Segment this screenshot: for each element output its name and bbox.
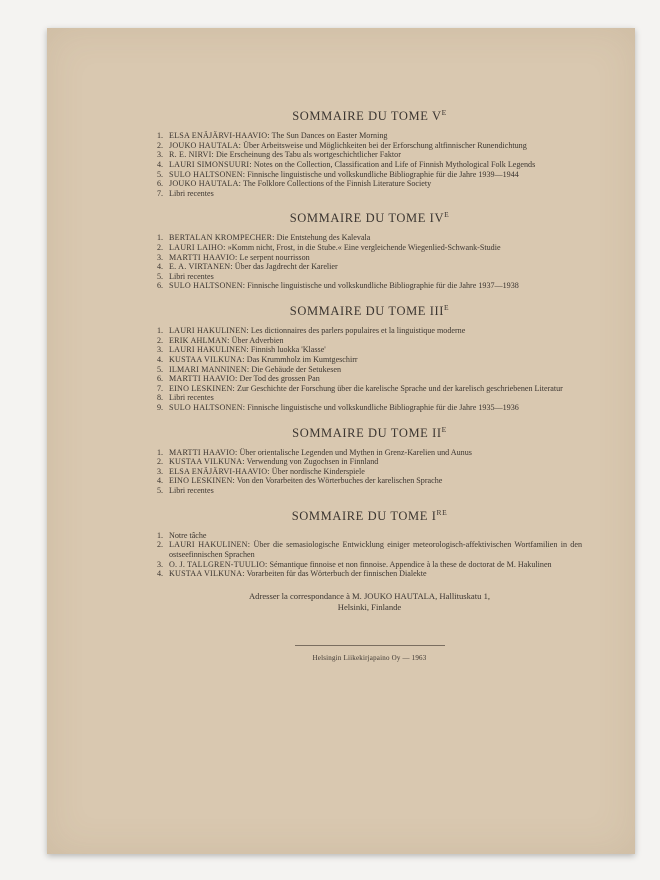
section-title: SOMMAIRE DU TOME $II^E$ — [292, 424, 447, 440]
list-item: 1. ELSA ENÄJÄRVI-HAAVIO: The Sun Dances on Easter Morning — [157, 131, 388, 141]
section-title: SOMMAIRE DU TOME $III^E$ — [289, 303, 450, 319]
list-item: 3. O. J. TALLGREN-TUULIO: Sémantique finnoise et non finnoise. Appendice à la these de doctorat de M. Hakulinen — [157, 559, 552, 569]
list-item: 2. ERIK AHLMAN: Über Adverbien — [157, 335, 284, 345]
section-tome-i — [157, 508, 582, 579]
list-item: 4. LAURI SIMONSUURI: Notes on the Collection, Classification and Life of Finnish Mythological Folk Legends — [157, 159, 536, 169]
section-tome-ii — [157, 425, 582, 496]
list-item: 4. KUSTAA VILKUNA: Das Krummholz im Kumtgeschirr — [157, 354, 358, 364]
correspondence-address — [157, 591, 582, 613]
list-item: 3. R. E. NIRVI: Die Erscheinung des Tabu als wortgeschichtlicher Faktor — [157, 150, 401, 160]
list-item: 7. Libri recentes — [157, 188, 214, 198]
address-line: Helsinki, Finlande — [337, 601, 402, 612]
list-item: 1. Notre tâche — [157, 530, 207, 540]
list-item: 4. E. A. VIRTANEN: Über das Jagdrecht der Karelier — [157, 262, 338, 272]
list-item: 3. MARTTI HAAVIO: Le serpent nourrisson — [157, 252, 310, 262]
printer-imprint: Helsingin Liikekirjapaino Oy — 1963 — [312, 653, 427, 662]
section-title: SOMMAIRE DU TOME $V^E$ — [292, 108, 447, 124]
list-item: 1. LAURI HAKULINEN: Les dictionnaires des parlers populaires et la linguistique moderne — [157, 326, 466, 336]
list-item: 5. Libri recentes — [157, 486, 214, 496]
section-tome-iii — [157, 303, 582, 413]
section-tome-v — [157, 108, 582, 198]
list-item: 5. SULO HALTSONEN: Finnische linguistische und volkskundliche Bibliographie für die Jahre 1939—1944 — [157, 169, 519, 179]
divider — [295, 645, 445, 646]
list-item: 4. KUSTAA VILKUNA: Vorarbeiten für das Wörterbuch der finnischen Dialekte — [157, 569, 427, 579]
list-item: 8. Libri recentes — [157, 393, 214, 403]
list-item: 3. LAURI HAKULINEN: Finnish luokka 'Klasse' — [157, 345, 326, 355]
book-back-cover — [47, 28, 635, 854]
list-item: 3. ELSA ENÄJÄRVI-HAAVIO: Über nordische Kinderspiele — [157, 466, 365, 476]
list-item: 6. SULO HALTSONEN: Finnische linguistische und volkskundliche Bibliographie für die Jahre 1937—1938 — [157, 281, 519, 291]
list-item: 2. LAURI LAIHO: »Komm nicht, Frost, in die Stube.« Eine vergleichende Wiegenlied-Schwank-Studie — [157, 243, 501, 253]
list-item: 9. SULO HALTSONEN: Finnische linguistische und volkskundliche Bibliographie für die Jahre 1935—1936 — [157, 402, 519, 412]
list-item: 7. EINO LESKINEN: Zur Geschichte der Forschung über die karelische Sprache und der karelisch geschriebenen Literatur — [157, 383, 563, 393]
list-item: 6. JOUKO HAUTALA: The Folklore Collections of the Finnish Literature Society — [157, 179, 432, 189]
list-item: 5. ILMARI MANNINEN: Die Gebäude der Setukesen — [157, 364, 342, 374]
list-item: 6. MARTTI HAAVIO: Der Tod des grossen Pan — [157, 374, 320, 384]
list-item: 5. Libri recentes — [157, 271, 214, 281]
list-item: 2. KUSTAA VILKUNA: Verwendung von Zugochsen in Finnland — [157, 457, 379, 467]
list-item: 2. LAURI HAKULINEN: Über die semasiologische Entwicklung einiger meteorologisch-affektivischen Wortfamilien in den ostseefinnischen Sprachen — [157, 540, 582, 559]
list-item: 1. MARTTI HAAVIO: Über orientalische Legenden und Mythen in Grenz-Karelien und Aunus — [157, 447, 472, 457]
table-of-contents — [157, 108, 582, 662]
list-item: 1. BERTALAN KROMPECHER: Die Entstehung des Kalevala — [157, 233, 371, 243]
section-tome-iv — [157, 210, 582, 291]
section-title: SOMMAIRE DU TOME $IV^E$ — [289, 210, 450, 226]
section-title: SOMMAIRE DU TOME IRE — [291, 507, 448, 523]
list-item: 2. JOUKO HAUTALA: Über Arbeitsweise und Möglichkeiten bei der Erforschung altfinnischer Runendichtung — [157, 140, 527, 150]
list-item: 4. EINO LESKINEN: Von den Vorarbeiten des Wörterbuches der karelischen Sprache — [157, 476, 443, 486]
address-line: Adresser la correspondance à M. JOUKO HAUTALA, Hallituskatu 1, — [248, 590, 491, 601]
